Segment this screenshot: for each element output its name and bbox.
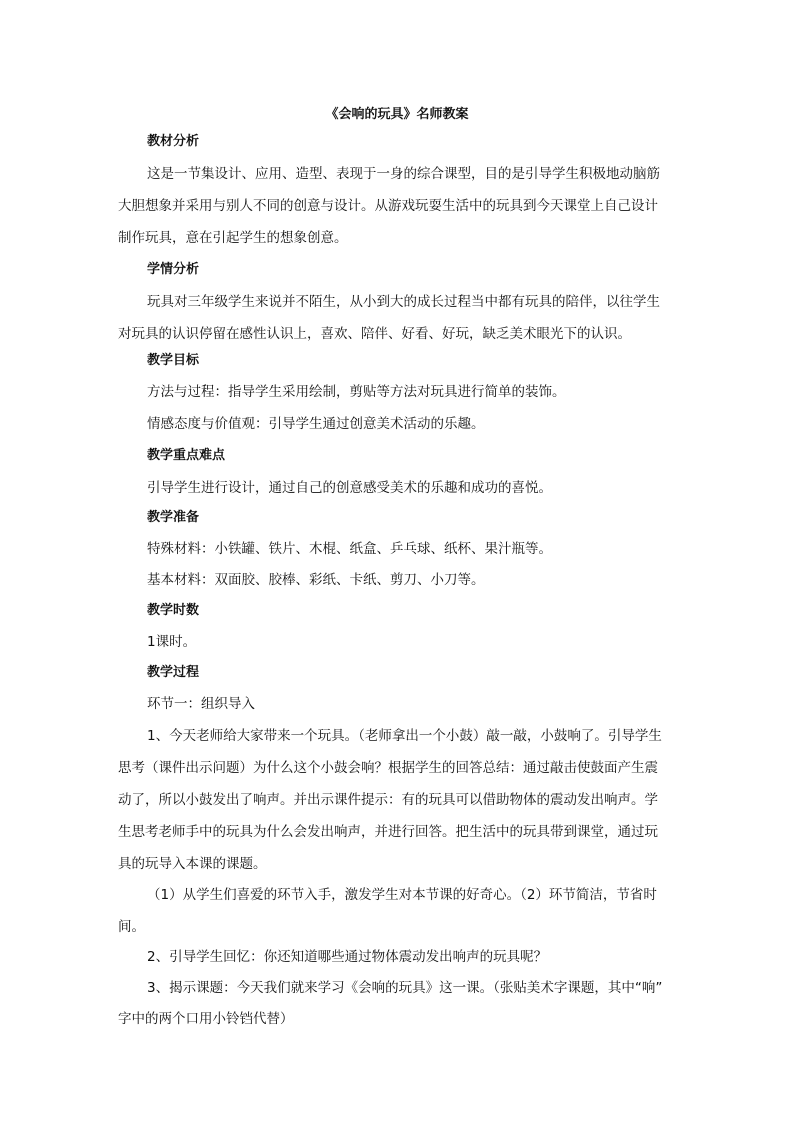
step-heading: 环节一：组织导入 — [147, 696, 255, 712]
section-heading-key-points: 教学重点难点 — [147, 448, 226, 463]
paragraph-line: 玩具对三年级学生来说并不陌生，从小到大的成长过程当中都有玩具的陪伴，以往学生 — [147, 294, 660, 310]
paragraph-line: 大胆想象并采用与别人不同的创意与设计。从游戏玩耍生活中的玩具到今天课堂上自己设计 — [118, 198, 658, 214]
paragraph-line: 1课时。 — [147, 634, 197, 650]
paragraph-line: 间。 — [118, 919, 145, 935]
paragraph-line: 情感态度与价值观：引导学生通过创意美术活动的乐趣。 — [147, 416, 485, 432]
paragraph-line: 方法与过程：指导学生采用绘制，剪贴等方法对玩具进行简单的装饰。 — [147, 384, 566, 400]
paragraph-line: 基本材料：双面胶、胶棒、彩纸、卡纸、剪刀、小刀等。 — [147, 572, 485, 588]
paragraph-line: 字中的两个口用小铃铛代替） — [118, 1011, 294, 1027]
paragraph-line: 3、揭示课题：今天我们就来学习《会响的玩具》这一课。（张贴美术字课题，其中“响” — [147, 980, 663, 996]
paragraph-line: 引导学生进行设计，通过自己的创意感受美术的乐趣和成功的喜悦。 — [147, 480, 552, 496]
paragraph-line: 这是一节集设计、应用、造型、表现于一身的综合课型，目的是引导学生积极地动脑筋 — [147, 166, 660, 182]
section-heading-students: 学情分析 — [147, 262, 200, 277]
page-title: 《会响的玩具》名师教案 — [325, 107, 469, 122]
paragraph-line: 生思考老师手中的玩具为什么会发出响声，并进行回答。把生活中的玩具带到课堂，通过玩 — [118, 824, 658, 840]
paragraph-line: 对玩具的认识停留在感性认识上，喜欢、陪伴、好看、好玩，缺乏美术眼光下的认识。 — [118, 326, 631, 342]
paragraph-line: 特殊材料：小铁罐、铁片、木棍、纸盒、乒乓球、纸杯、果汁瓶等。 — [147, 541, 552, 557]
paragraph-line: （1）从学生们喜爱的环节入手，激发学生对本节课的好奇心。（2）环节简洁，节省时 — [147, 887, 657, 903]
section-heading-analysis: 教材分析 — [147, 134, 200, 149]
section-heading-process: 教学过程 — [147, 665, 200, 680]
paragraph-line: 思考（课件出示问题）为什么这个小鼓会响？根据学生的回答总结：通过敲击使鼓面产生震 — [118, 760, 658, 776]
paragraph-line: 2、引导学生回忆：你还知道哪些通过物体震动发出响声的玩具呢？ — [147, 949, 548, 965]
paragraph-line: 制作玩具，意在引起学生的想象创意。 — [118, 230, 348, 246]
paragraph-line: 具的玩导入本课的课题。 — [118, 856, 267, 872]
paragraph-line: 1、今天老师给大家带来一个玩具。（老师拿出一个小鼓）敲一敲，小鼓响了。引导学生 — [147, 728, 662, 744]
paragraph-line: 动了，所以小鼓发出了响声。并出示课件提示：有的玩具可以借助物体的震动发出响声。学 — [118, 792, 658, 808]
section-heading-preparation: 教学准备 — [147, 510, 200, 525]
section-heading-goals: 教学目标 — [147, 353, 200, 368]
section-heading-hours: 教学时数 — [147, 603, 200, 618]
